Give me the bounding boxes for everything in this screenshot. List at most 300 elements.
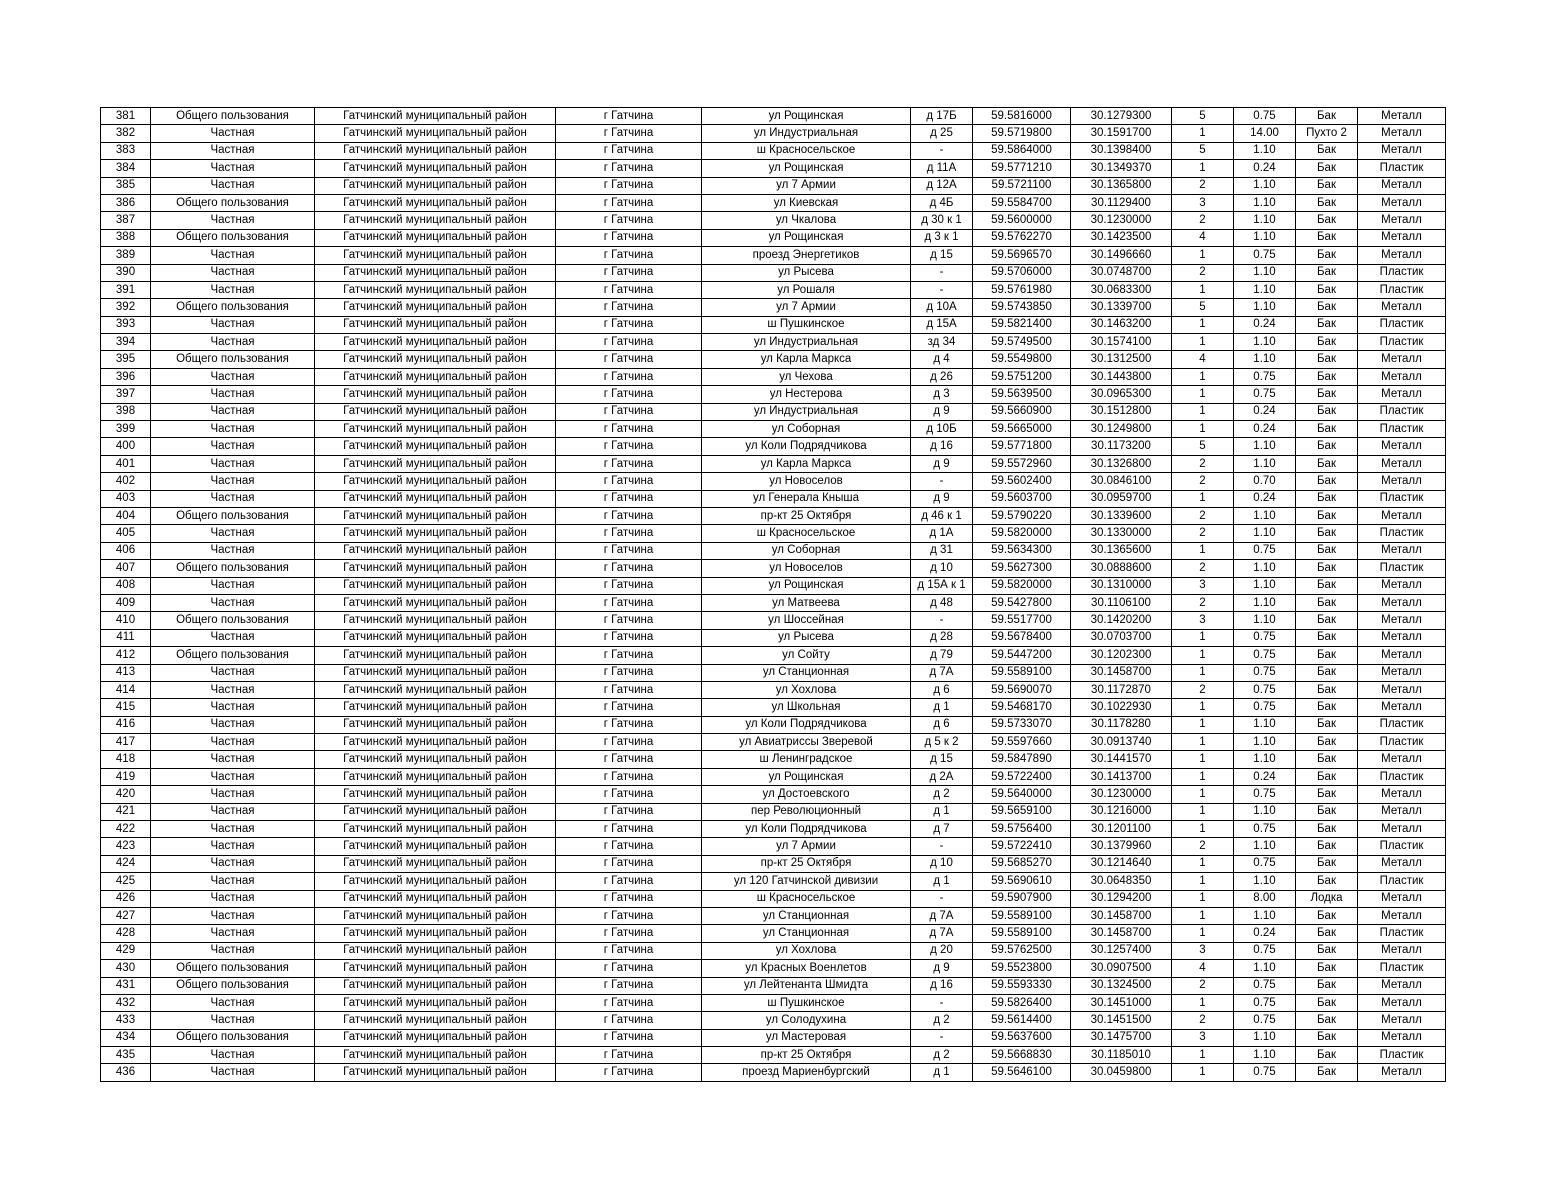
cell-house: д 28 bbox=[911, 629, 973, 646]
table-row bbox=[101, 994, 1446, 1011]
cell-container-type: Бак bbox=[1296, 751, 1358, 768]
cell-city: г Гатчина bbox=[556, 473, 702, 490]
cell-material: Металл bbox=[1358, 194, 1446, 211]
cell-material: Металл bbox=[1358, 212, 1446, 229]
cell-street: ул Сойту bbox=[702, 647, 911, 664]
cell-latitude: 59.5634300 bbox=[973, 542, 1071, 559]
cell-container-count: 1 bbox=[1172, 368, 1234, 385]
cell-street: ул Станционная bbox=[702, 907, 911, 924]
cell-latitude: 59.5639500 bbox=[973, 386, 1071, 403]
cell-container-type: Бак bbox=[1296, 925, 1358, 942]
cell-material: Металл bbox=[1358, 351, 1446, 368]
cell-ownership: Общего пользования bbox=[151, 960, 315, 977]
cell-latitude: 59.5637600 bbox=[973, 1029, 1071, 1046]
cell-container-count: 1 bbox=[1172, 1064, 1234, 1081]
cell-district: Гатчинский муниципальный район bbox=[315, 942, 556, 959]
cell-volume: 1.10 bbox=[1234, 525, 1296, 542]
cell-district: Гатчинский муниципальный район bbox=[315, 647, 556, 664]
cell-district: Гатчинский муниципальный район bbox=[315, 473, 556, 490]
cell-material: Пластик bbox=[1358, 160, 1446, 177]
cell-house: д 30 к 1 bbox=[911, 212, 973, 229]
cell-material: Металл bbox=[1358, 681, 1446, 698]
cell-row-number: 389 bbox=[101, 247, 151, 264]
cell-container-count: 1 bbox=[1172, 664, 1234, 681]
cell-container-count: 1 bbox=[1172, 890, 1234, 907]
cell-longitude: 30.1423500 bbox=[1071, 229, 1172, 246]
cell-house: - bbox=[911, 264, 973, 281]
cell-ownership: Частная bbox=[151, 421, 315, 438]
cell-city: г Гатчина bbox=[556, 1047, 702, 1064]
cell-latitude: 59.5761980 bbox=[973, 281, 1071, 298]
cell-city: г Гатчина bbox=[556, 838, 702, 855]
cell-house: д 7 bbox=[911, 821, 973, 838]
cell-container-count: 2 bbox=[1172, 212, 1234, 229]
cell-material: Металл bbox=[1358, 647, 1446, 664]
cell-latitude: 59.5847890 bbox=[973, 751, 1071, 768]
cell-latitude: 59.5771210 bbox=[973, 160, 1071, 177]
cell-longitude: 30.1202300 bbox=[1071, 647, 1172, 664]
cell-container-type: Бак bbox=[1296, 1064, 1358, 1081]
cell-ownership: Частная bbox=[151, 664, 315, 681]
cell-volume: 1.10 bbox=[1234, 438, 1296, 455]
cell-longitude: 30.1324500 bbox=[1071, 977, 1172, 994]
cell-city: г Гатчина bbox=[556, 403, 702, 420]
cell-city: г Гатчина bbox=[556, 316, 702, 333]
cell-volume: 0.75 bbox=[1234, 368, 1296, 385]
table-row bbox=[101, 560, 1446, 577]
cell-longitude: 30.1458700 bbox=[1071, 925, 1172, 942]
cell-latitude: 59.5646100 bbox=[973, 1064, 1071, 1081]
cell-container-count: 1 bbox=[1172, 247, 1234, 264]
cell-container-count: 1 bbox=[1172, 334, 1234, 351]
cell-volume: 8.00 bbox=[1234, 890, 1296, 907]
cell-latitude: 59.5864000 bbox=[973, 142, 1071, 159]
cell-house: д 48 bbox=[911, 594, 973, 611]
table-row bbox=[101, 803, 1446, 820]
table-row bbox=[101, 594, 1446, 611]
cell-house: д 12А bbox=[911, 177, 973, 194]
cell-longitude: 30.1106100 bbox=[1071, 594, 1172, 611]
cell-row-number: 414 bbox=[101, 681, 151, 698]
cell-latitude: 59.5614400 bbox=[973, 1012, 1071, 1029]
cell-longitude: 30.1349370 bbox=[1071, 160, 1172, 177]
table-row bbox=[101, 1064, 1446, 1081]
table-row bbox=[101, 960, 1446, 977]
cell-latitude: 59.5523800 bbox=[973, 960, 1071, 977]
cell-container-type: Бак bbox=[1296, 507, 1358, 524]
cell-container-count: 4 bbox=[1172, 960, 1234, 977]
cell-longitude: 30.0683300 bbox=[1071, 281, 1172, 298]
cell-ownership: Общего пользования bbox=[151, 194, 315, 211]
cell-longitude: 30.1214640 bbox=[1071, 855, 1172, 872]
cell-row-number: 400 bbox=[101, 438, 151, 455]
cell-container-count: 1 bbox=[1172, 734, 1234, 751]
cell-house: д 9 bbox=[911, 403, 973, 420]
cell-house: д 10 bbox=[911, 560, 973, 577]
cell-container-type: Бак bbox=[1296, 612, 1358, 629]
cell-district: Гатчинский муниципальный район bbox=[315, 421, 556, 438]
cell-street: ул Карла Маркса bbox=[702, 455, 911, 472]
table-row bbox=[101, 264, 1446, 281]
cell-longitude: 30.1185010 bbox=[1071, 1047, 1172, 1064]
table-row bbox=[101, 229, 1446, 246]
cell-city: г Гатчина bbox=[556, 994, 702, 1011]
table-row bbox=[101, 716, 1446, 733]
cell-latitude: 59.5660900 bbox=[973, 403, 1071, 420]
cell-row-number: 393 bbox=[101, 316, 151, 333]
cell-city: г Гатчина bbox=[556, 334, 702, 351]
cell-row-number: 398 bbox=[101, 403, 151, 420]
cell-district: Гатчинский муниципальный район bbox=[315, 229, 556, 246]
cell-street: ул Красных Военлетов bbox=[702, 960, 911, 977]
cell-container-count: 1 bbox=[1172, 629, 1234, 646]
cell-ownership: Частная bbox=[151, 212, 315, 229]
cell-row-number: 436 bbox=[101, 1064, 151, 1081]
cell-row-number: 430 bbox=[101, 960, 151, 977]
cell-container-count: 1 bbox=[1172, 699, 1234, 716]
cell-district: Гатчинский муниципальный район bbox=[315, 977, 556, 994]
cell-container-count: 1 bbox=[1172, 125, 1234, 142]
cell-row-number: 431 bbox=[101, 977, 151, 994]
cell-ownership: Частная bbox=[151, 786, 315, 803]
cell-longitude: 30.1365600 bbox=[1071, 542, 1172, 559]
cell-city: г Гатчина bbox=[556, 577, 702, 594]
cell-container-type: Бак bbox=[1296, 438, 1358, 455]
cell-house: д 4Б bbox=[911, 194, 973, 211]
cell-container-type: Бак bbox=[1296, 316, 1358, 333]
table-row bbox=[101, 142, 1446, 159]
cell-district: Гатчинский муниципальный район bbox=[315, 855, 556, 872]
cell-street: ул Карла Маркса bbox=[702, 351, 911, 368]
cell-volume: 0.75 bbox=[1234, 994, 1296, 1011]
cell-longitude: 30.1475700 bbox=[1071, 1029, 1172, 1046]
cell-city: г Гатчина bbox=[556, 1012, 702, 1029]
cell-volume: 1.10 bbox=[1234, 177, 1296, 194]
cell-street: ул Рысева bbox=[702, 264, 911, 281]
cell-container-count: 1 bbox=[1172, 1047, 1234, 1064]
cell-latitude: 59.5593330 bbox=[973, 977, 1071, 994]
cell-ownership: Частная bbox=[151, 473, 315, 490]
cell-row-number: 423 bbox=[101, 838, 151, 855]
cell-volume: 0.24 bbox=[1234, 316, 1296, 333]
cell-container-type: Бак bbox=[1296, 194, 1358, 211]
table-body bbox=[101, 108, 1446, 1082]
cell-city: г Гатчина bbox=[556, 108, 702, 125]
cell-latitude: 59.5690610 bbox=[973, 873, 1071, 890]
table-row bbox=[101, 421, 1446, 438]
table-row bbox=[101, 786, 1446, 803]
cell-house: д 20 bbox=[911, 942, 973, 959]
cell-house: д 1 bbox=[911, 1064, 973, 1081]
cell-ownership: Частная bbox=[151, 334, 315, 351]
cell-district: Гатчинский муниципальный район bbox=[315, 768, 556, 785]
cell-house: д 79 bbox=[911, 647, 973, 664]
cell-volume: 1.10 bbox=[1234, 751, 1296, 768]
cell-volume: 0.75 bbox=[1234, 681, 1296, 698]
cell-latitude: 59.5743850 bbox=[973, 299, 1071, 316]
cell-district: Гатчинский муниципальный район bbox=[315, 299, 556, 316]
cell-latitude: 59.5659100 bbox=[973, 803, 1071, 820]
cell-row-number: 409 bbox=[101, 594, 151, 611]
cell-container-type: Бак bbox=[1296, 142, 1358, 159]
cell-ownership: Частная bbox=[151, 490, 315, 507]
cell-street: ул 7 Армии bbox=[702, 838, 911, 855]
cell-house: д 6 bbox=[911, 681, 973, 698]
cell-street: ул Авиатриссы Зверевой bbox=[702, 734, 911, 751]
cell-city: г Гатчина bbox=[556, 386, 702, 403]
cell-district: Гатчинский муниципальный район bbox=[315, 664, 556, 681]
cell-container-count: 1 bbox=[1172, 316, 1234, 333]
table-row bbox=[101, 681, 1446, 698]
cell-latitude: 59.5589100 bbox=[973, 907, 1071, 924]
cell-city: г Гатчина bbox=[556, 525, 702, 542]
cell-street: ш Ленинградское bbox=[702, 751, 911, 768]
cell-ownership: Общего пользования bbox=[151, 647, 315, 664]
cell-ownership: Частная bbox=[151, 734, 315, 751]
cell-longitude: 30.1216000 bbox=[1071, 803, 1172, 820]
cell-house: д 10 bbox=[911, 855, 973, 872]
cell-house: д 16 bbox=[911, 438, 973, 455]
cell-longitude: 30.1326800 bbox=[1071, 455, 1172, 472]
cell-row-number: 421 bbox=[101, 803, 151, 820]
cell-district: Гатчинский муниципальный район bbox=[315, 803, 556, 820]
cell-house: д 15 bbox=[911, 247, 973, 264]
cell-city: г Гатчина bbox=[556, 490, 702, 507]
cell-house: д 1 bbox=[911, 873, 973, 890]
cell-container-count: 2 bbox=[1172, 681, 1234, 698]
cell-district: Гатчинский муниципальный район bbox=[315, 351, 556, 368]
cell-house: д 11А bbox=[911, 160, 973, 177]
cell-container-count: 1 bbox=[1172, 925, 1234, 942]
cell-row-number: 427 bbox=[101, 907, 151, 924]
cell-longitude: 30.1458700 bbox=[1071, 907, 1172, 924]
cell-street: ул Рысева bbox=[702, 629, 911, 646]
cell-container-type: Бак bbox=[1296, 560, 1358, 577]
cell-longitude: 30.1201100 bbox=[1071, 821, 1172, 838]
cell-house: д 26 bbox=[911, 368, 973, 385]
cell-container-type: Бак bbox=[1296, 734, 1358, 751]
cell-ownership: Частная bbox=[151, 1012, 315, 1029]
cell-material: Металл bbox=[1358, 125, 1446, 142]
cell-street: ул Рощинская bbox=[702, 108, 911, 125]
cell-city: г Гатчина bbox=[556, 734, 702, 751]
cell-container-count: 1 bbox=[1172, 873, 1234, 890]
cell-street: ул Солодухина bbox=[702, 1012, 911, 1029]
table-row bbox=[101, 577, 1446, 594]
cell-longitude: 30.1310000 bbox=[1071, 577, 1172, 594]
cell-street: ул Станционная bbox=[702, 664, 911, 681]
cell-volume: 0.75 bbox=[1234, 942, 1296, 959]
cell-house: д 16 bbox=[911, 977, 973, 994]
cell-longitude: 30.1496660 bbox=[1071, 247, 1172, 264]
cell-material: Металл bbox=[1358, 229, 1446, 246]
cell-district: Гатчинский муниципальный район bbox=[315, 1029, 556, 1046]
cell-house: д 1 bbox=[911, 803, 973, 820]
cell-row-number: 392 bbox=[101, 299, 151, 316]
cell-material: Пластик bbox=[1358, 925, 1446, 942]
cell-material: Металл bbox=[1358, 507, 1446, 524]
cell-ownership: Общего пользования bbox=[151, 351, 315, 368]
cell-street: ул Лейтенанта Шмидта bbox=[702, 977, 911, 994]
cell-street: ул Рощинская bbox=[702, 160, 911, 177]
cell-ownership: Частная bbox=[151, 316, 315, 333]
table-row bbox=[101, 403, 1446, 420]
table-row bbox=[101, 629, 1446, 646]
cell-volume: 0.75 bbox=[1234, 821, 1296, 838]
cell-container-type: Бак bbox=[1296, 334, 1358, 351]
cell-longitude: 30.0748700 bbox=[1071, 264, 1172, 281]
table-row bbox=[101, 1029, 1446, 1046]
cell-house: д 9 bbox=[911, 455, 973, 472]
cell-container-count: 3 bbox=[1172, 577, 1234, 594]
cell-city: г Гатчина bbox=[556, 229, 702, 246]
cell-row-number: 383 bbox=[101, 142, 151, 159]
table-row bbox=[101, 1012, 1446, 1029]
cell-volume: 0.24 bbox=[1234, 925, 1296, 942]
container-sites-table bbox=[100, 107, 1446, 1082]
cell-street: ул Индустриальная bbox=[702, 403, 911, 420]
cell-street: ул Новоселов bbox=[702, 560, 911, 577]
cell-ownership: Общего пользования bbox=[151, 229, 315, 246]
cell-row-number: 403 bbox=[101, 490, 151, 507]
cell-material: Металл bbox=[1358, 977, 1446, 994]
cell-house: зд 34 bbox=[911, 334, 973, 351]
cell-longitude: 30.1022930 bbox=[1071, 699, 1172, 716]
cell-longitude: 30.1458700 bbox=[1071, 664, 1172, 681]
cell-house: д 3 bbox=[911, 386, 973, 403]
cell-volume: 1.10 bbox=[1234, 334, 1296, 351]
cell-street: ул Достоевского bbox=[702, 786, 911, 803]
cell-ownership: Частная bbox=[151, 699, 315, 716]
cell-material: Металл bbox=[1358, 577, 1446, 594]
cell-container-count: 2 bbox=[1172, 525, 1234, 542]
cell-district: Гатчинский муниципальный район bbox=[315, 490, 556, 507]
cell-container-count: 1 bbox=[1172, 490, 1234, 507]
cell-material: Пластик bbox=[1358, 560, 1446, 577]
table-row bbox=[101, 664, 1446, 681]
cell-row-number: 404 bbox=[101, 507, 151, 524]
cell-container-type: Бак bbox=[1296, 716, 1358, 733]
cell-street: ул 7 Армии bbox=[702, 299, 911, 316]
cell-house: - bbox=[911, 142, 973, 159]
cell-latitude: 59.5820000 bbox=[973, 525, 1071, 542]
table-row bbox=[101, 194, 1446, 211]
cell-longitude: 30.1257400 bbox=[1071, 942, 1172, 959]
cell-row-number: 428 bbox=[101, 925, 151, 942]
cell-city: г Гатчина bbox=[556, 247, 702, 264]
cell-street: ул Коли Подрядчикова bbox=[702, 716, 911, 733]
cell-district: Гатчинский муниципальный район bbox=[315, 821, 556, 838]
table-row bbox=[101, 177, 1446, 194]
cell-district: Гатчинский муниципальный район bbox=[315, 681, 556, 698]
table-row bbox=[101, 942, 1446, 959]
cell-latitude: 59.5722400 bbox=[973, 768, 1071, 785]
cell-house: д 2 bbox=[911, 786, 973, 803]
cell-district: Гатчинский муниципальный район bbox=[315, 316, 556, 333]
cell-material: Пластик bbox=[1358, 960, 1446, 977]
cell-material: Металл bbox=[1358, 108, 1446, 125]
cell-latitude: 59.5821400 bbox=[973, 316, 1071, 333]
cell-house: д 31 bbox=[911, 542, 973, 559]
cell-house: д 2 bbox=[911, 1012, 973, 1029]
cell-ownership: Общего пользования bbox=[151, 299, 315, 316]
cell-volume: 1.10 bbox=[1234, 455, 1296, 472]
cell-district: Гатчинский муниципальный район bbox=[315, 786, 556, 803]
cell-volume: 0.75 bbox=[1234, 542, 1296, 559]
cell-volume: 0.75 bbox=[1234, 699, 1296, 716]
cell-longitude: 30.1451000 bbox=[1071, 994, 1172, 1011]
cell-city: г Гатчина bbox=[556, 664, 702, 681]
cell-longitude: 30.1379960 bbox=[1071, 838, 1172, 855]
cell-longitude: 30.1173200 bbox=[1071, 438, 1172, 455]
cell-container-type: Бак bbox=[1296, 855, 1358, 872]
cell-latitude: 59.5749500 bbox=[973, 334, 1071, 351]
cell-longitude: 30.1574100 bbox=[1071, 334, 1172, 351]
cell-material: Металл bbox=[1358, 1012, 1446, 1029]
cell-latitude: 59.5756400 bbox=[973, 821, 1071, 838]
cell-latitude: 59.5572960 bbox=[973, 455, 1071, 472]
cell-ownership: Частная bbox=[151, 542, 315, 559]
cell-latitude: 59.5602400 bbox=[973, 473, 1071, 490]
cell-row-number: 391 bbox=[101, 281, 151, 298]
cell-ownership: Частная bbox=[151, 821, 315, 838]
cell-container-type: Бак bbox=[1296, 542, 1358, 559]
cell-row-number: 381 bbox=[101, 108, 151, 125]
cell-material: Металл bbox=[1358, 1029, 1446, 1046]
cell-latitude: 59.5721100 bbox=[973, 177, 1071, 194]
cell-house: д 1 bbox=[911, 699, 973, 716]
cell-district: Гатчинский муниципальный район bbox=[315, 838, 556, 855]
table-row bbox=[101, 281, 1446, 298]
cell-ownership: Частная bbox=[151, 681, 315, 698]
cell-street: ш Красносельское bbox=[702, 890, 911, 907]
cell-city: г Гатчина bbox=[556, 925, 702, 942]
cell-container-count: 1 bbox=[1172, 994, 1234, 1011]
cell-district: Гатчинский муниципальный район bbox=[315, 368, 556, 385]
cell-ownership: Частная bbox=[151, 142, 315, 159]
cell-ownership: Частная bbox=[151, 281, 315, 298]
cell-street: ул Индустриальная bbox=[702, 334, 911, 351]
cell-row-number: 406 bbox=[101, 542, 151, 559]
cell-ownership: Частная bbox=[151, 177, 315, 194]
cell-city: г Гатчина bbox=[556, 821, 702, 838]
cell-material: Пластик bbox=[1358, 316, 1446, 333]
cell-volume: 0.75 bbox=[1234, 647, 1296, 664]
cell-container-type: Бак bbox=[1296, 838, 1358, 855]
cell-container-count: 1 bbox=[1172, 821, 1234, 838]
cell-material: Металл bbox=[1358, 1064, 1446, 1081]
cell-container-count: 1 bbox=[1172, 751, 1234, 768]
cell-street: ул 7 Армии bbox=[702, 177, 911, 194]
cell-house: д 10А bbox=[911, 299, 973, 316]
cell-house: - bbox=[911, 1029, 973, 1046]
cell-district: Гатчинский муниципальный район bbox=[315, 890, 556, 907]
cell-row-number: 386 bbox=[101, 194, 151, 211]
cell-row-number: 422 bbox=[101, 821, 151, 838]
cell-street: ул Коли Подрядчикова bbox=[702, 438, 911, 455]
table-row bbox=[101, 890, 1446, 907]
cell-container-type: Бак bbox=[1296, 577, 1358, 594]
cell-container-type: Бак bbox=[1296, 1029, 1358, 1046]
cell-latitude: 59.5640000 bbox=[973, 786, 1071, 803]
cell-ownership: Частная bbox=[151, 577, 315, 594]
table-row bbox=[101, 316, 1446, 333]
cell-volume: 1.10 bbox=[1234, 299, 1296, 316]
cell-house: д 4 bbox=[911, 351, 973, 368]
cell-container-count: 2 bbox=[1172, 594, 1234, 611]
cell-container-count: 2 bbox=[1172, 177, 1234, 194]
cell-ownership: Частная bbox=[151, 942, 315, 959]
